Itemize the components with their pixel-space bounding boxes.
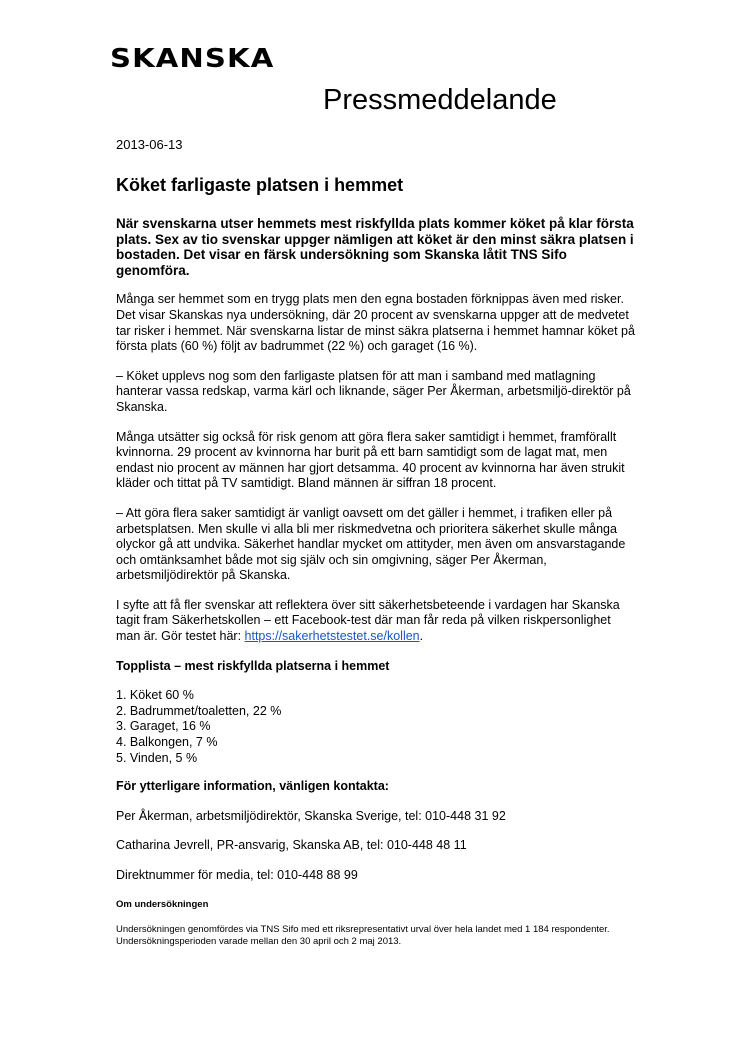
publication-date: 2013-06-13 xyxy=(116,137,183,152)
document-type-heading: Pressmeddelande xyxy=(323,84,557,116)
list-item: 5. Vinden, 5 % xyxy=(116,750,198,765)
list-item: 1. Köket 60 % xyxy=(116,688,194,703)
body-paragraph-4: – Att göra flera saker samtidigt är vanligt oavsett om det gäller i hemmet, i trafiken eller på arbetsplatsen. Men skulle vi alla bli mer riskmedvetna och prioritera säkerhet skulle många olyckor gå att undvika. Säkerhet handlar mycket om attityder, men även om ansvarstagande och omtänksamhet både mot sig själv och sin omgivning, säger Per Åkerman, arbetsmiljödirektör på Skanska. xyxy=(116,505,626,583)
toplist-title: Topplista – mest riskfyllda platserna i hemmet xyxy=(116,658,390,673)
article-title: Köket farligaste platsen i hemmet xyxy=(116,175,404,195)
list-item: 3. Garaget, 16 % xyxy=(116,719,211,734)
body-paragraph-test xyxy=(116,598,636,645)
lead-paragraph: När svenskarna utser hemmets mest riskfyllda plats kommer köket på klar första plats. Sex av tio svenskar uppger nämligen att köket är den minst säkra platsen i bostaden. Det visar en färsk undersökning som Skanska låtit TNS Sifo genomföra. xyxy=(116,216,634,278)
contact-line: Catharina Jevrell, PR-ansvarig, Skanska AB, tel: 010-448 48 11 xyxy=(116,838,467,853)
body-paragraph-3: Många utsätter sig också för risk genom att göra flera saker samtidigt i hemmet, framförallt kvinnorna. 29 procent av kvinnorna har burit på ett barn samtidigt som de lagat mat, men endast nio procent av männen har gjort detsamma. 40 procent av kvinnorna har även strukit kläder och tittat på TV samtidigt. Bland männen är siffran 18 procent. xyxy=(116,429,625,491)
about-text: Undersökningen genomfördes via TNS Sifo med ett riksrepresentativt urval över hela landet med 1 184 respondenter. Undersökningsperioden varade mellan den 30 april och 2 maj 2013. xyxy=(116,924,610,947)
list-item: 2. Badrummet/toaletten, 22 % xyxy=(116,703,282,718)
contact-section xyxy=(116,779,636,883)
toplist xyxy=(116,688,636,766)
list-item: 4. Balkongen, 7 % xyxy=(116,735,218,750)
test-text-end: . xyxy=(419,629,424,644)
article-body xyxy=(116,216,636,961)
skanska-logo: SKANSKA xyxy=(110,44,275,74)
contact-line: Per Åkerman, arbetsmiljödirektör, Skanska Sverige, tel: 010-448 31 92 xyxy=(116,808,506,823)
about-title: Om undersökningen xyxy=(116,898,209,910)
body-paragraph-2: – Köket upplevs nog som den farligaste platsen för att man i samband med matlagning hanterar vassa redskap, varma kärl och liknande, säger Per Åkerman, arbetsmiljö-direktör på Skanska. xyxy=(116,368,631,414)
contact-title: För ytterligare information, vänligen kontakta: xyxy=(116,779,389,794)
body-paragraph-1: Många ser hemmet som en trygg plats men den egna bostaden förknippas även med risker. Det visar Skanskas nya undersökning, där 20 procent av svenskarna uppger att de medvetet tar risker i hemmet. När svenskarna listar de minst säkra platserna i hemmet hamnar köket på första plats (60 %) följt av badrummet (22 %) och garaget (16 %). xyxy=(116,292,635,354)
test-text: I syfte att få fler svenskar att reflektera över sitt säkerhetsbeteende i vardagen har Skanska tagit fram Säkerhetskollen – ett Facebook-test där man får reda på vilken riskpersonlighet man är. Gör testet här: xyxy=(116,597,620,644)
test-link[interactable]: https://sakerhetstestet.se/kollen xyxy=(244,629,420,644)
contact-line: Direktnummer för media, tel: 010-448 88 99 xyxy=(116,868,358,882)
